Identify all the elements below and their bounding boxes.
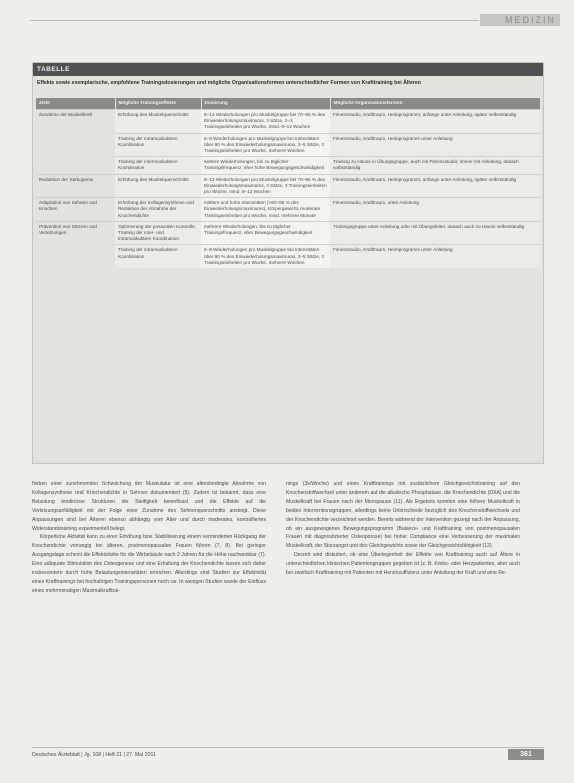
table-label: TABELLE: [33, 63, 543, 76]
paragraph: Körperliche Aktivität kann zu einer Erhöhung bzw. Stabilisierung einem verminderten Rückgang der Knochendichte vorrangig bei älteren, postmenopausalen Frauen führen (7, 8). Bei geringer Ausgangslage scheint die Effektstärke für die Wirbelsäule nach 2 Jahren für die Höhe nachweisbar (7). Eine adäquate Stimulation des Osteogenese und eine Erhaltung der Knochendichte lassen sich daher insbesondere durch hohe Belastungsintensitäten erreichen. Allerdings sind Studien zur Effektivität eines Krafttrainings bei hochaltrigen Trainingspersonen noch rar. In wenigen Studien wurde der Einfluss eines mehrmonatigen Maximalkrafttrai-: [32, 534, 266, 594]
text-column-right: [286, 480, 520, 578]
cell-ziel: Prävention von Stürzen und Verletzungen: [36, 221, 115, 245]
cell-ziel: [36, 245, 115, 268]
cell-effekt: Training der intramuskulären Koordination: [115, 133, 201, 157]
paragraph: Neben einer zunehmenden Schwächung der Muskulatur ist eine altersbedingte Abnahme von Kollagensynthese und Knochendichte in Sehnen dokumentiert (5). Zudem ist bekannt, dass eine Belastung tendinöser Strukturen die Steifigkeit beeinflusst und die Effekte auf die Verletzungsanfälligkeit mit der Folge einer Zunahme des Sehnenquerschnitts ansteigt. Diese Anpassungen sind bei Älteren ebenso abhängig vom Alter und durch moderates, kontrolliertes Widerstandstraining experimentell belegt.: [32, 481, 266, 532]
cell-dosierung: mehrere Wiederholungen, bis zu täglicher Trainingsfrequenz, eher Bewegungsgeschwindigkeit: [201, 221, 330, 245]
cell-effekt: Training der intermuskulären Koordination: [115, 157, 201, 174]
header-rule: [30, 20, 479, 21]
text-column-left: [32, 480, 266, 596]
running-header: [0, 14, 574, 26]
column-header: Dosierung: [201, 98, 330, 110]
cell-dosierung: 8–12 Wiederholungen pro Muskelgruppe bei 70–85 % des Einwiederholungsmaximums, 3 Sätze, 2–3 Trainingseinheiten pro Woche, mind. 8–12 Wochen: [201, 110, 330, 134]
footer-rule: [32, 747, 544, 748]
cell-effekt: Erhöhung des Muskelquerschnitts: [115, 174, 201, 198]
cell-ziel: Reduktion der Sarkopenie: [36, 174, 115, 198]
cell-dosierung: 6–8 Wiederholungen pro Muskelgruppe bei Intensitäten über 80 % des Einwiederholungsmaximums, 3–5 Sätze, 3 Trainingseinheiten pro Woche, mehrere Wochen: [201, 133, 330, 157]
cell-effekt: Training der intramuskulären Koordination: [115, 245, 201, 268]
cell-ziel: [36, 157, 115, 174]
cell-ziel: Zunahme der Muskelkraft: [36, 110, 115, 134]
cell-organisation: Fitnessstudio, Krafttraum, Heimprogramm unter Anleitung: [330, 133, 541, 157]
table-row: [36, 174, 541, 198]
table-header-row: [36, 98, 541, 110]
table-row: [36, 157, 541, 174]
cell-organisation: Fitnessstudio, Krafttraum, Heimprogramm unter Anleitung: [330, 245, 541, 268]
cell-effekt: Erhöhung des Muskelquerschnitts: [115, 110, 201, 134]
table-row: [36, 110, 541, 134]
cell-effekt: Erhöhung der Kollagensynthese und Reduktion der Abnahme der Knochendichte: [115, 198, 201, 222]
cell-organisation: Fitnessstudio, Krafttraum, Heimprogramm; anfangs unter Anleitung, später selbstständig: [330, 174, 541, 198]
journal-citation: Deutsches Ärzteblatt | Jg. 108 | Heft 21 | 27. Mai 2011: [32, 752, 156, 758]
cell-dosierung: weitere Wiederholungen, bis zu täglicher Trainingsfrequenz, eher hohe Bewegungsgeschwindigkeit: [201, 157, 330, 174]
cell-effekt: Optimierung der posturalen Kontrolle, Training der inter- und intramuskulären Koordination: [115, 221, 201, 245]
table-caption: Effekte sowie exemplarische, empfohlene Trainingsdosierungen und mögliche Organisationsformen unterschiedlicher Formen von Krafttraining bei Älteren: [37, 80, 421, 86]
paragraph: nings (3x/Woche) und eines Krafttrainings mit zusätzlichem Gleichgewichtstraining auf den Knochenstoffwechsel unter anderem auf die alkalische Phosphatase, die Knochendichte (DXA) und die Muskelkraft bei Frauen nach der Menopause (11). Als Ergebnis konnten eine höhere Muskelkraft in beiden Interventionsgruppen, allerdings keine Unterschiede bezüglich des Knochenstoffwechsels und der Knochendichte verzeichnet werden. Bereits während der Intervention gezeigt nach der Anpassung, ob ein ausgewogenes Bewegungsprogramm (Balance- und Krafttraining von postmenopausalen Frauen mit diagnostizierter Osteoporose) bei hoher Compliance eine Verbesserung der maximalen Muskelkraft, der Sturzangst und des Gleichgewichts sowie der Gleichgewichtsfähigkeit (12).: [286, 481, 520, 550]
table-row: [36, 133, 541, 157]
cell-dosierung: mittlere und hohe Intensitäten (>60–85 % des Einwiederholungsmaximums), Körpergewicht, moderate Trainingseinheiten pro Woche, mind. mehrere Monate: [201, 198, 330, 222]
table-row: [36, 221, 541, 245]
cell-organisation: Training zu Hause in Übungsgruppe, auch mit Fitnessstudio; immer mit Anleitung, danach selbstständig: [330, 157, 541, 174]
column-header: Mögliche Organisationsformen: [330, 98, 541, 110]
cell-ziel: [36, 133, 115, 157]
table-row: [36, 245, 541, 268]
page-number: 361: [508, 749, 544, 760]
cell-organisation: Fitnessstudio, Krafttraum, unter Anleitung: [330, 198, 541, 222]
section-title: MEDIZIN: [480, 14, 560, 26]
column-header: Ziele: [36, 98, 115, 110]
cell-organisation: Trainingsgruppe unter Anleitung oder mit Übungsleiter, danach auch zu Hause selbstständig: [330, 221, 541, 245]
table-row: [36, 198, 541, 222]
table-figure: [32, 62, 544, 464]
cell-organisation: Fitnessstudio, Krafttraum, Heimprogramm; anfangs unter Anleitung, später selbstständig: [330, 110, 541, 134]
cell-dosierung: 6–8 Wiederholungen pro Muskelgruppe bei Intensitäten über 80 % des Einwiederholungsmaximums, 3–5 Sätze, 3 Trainingseinheiten pro Woche, mehrere Wochen: [201, 245, 330, 268]
page-footer: [32, 750, 544, 760]
column-header: Mögliche Trainingseffekte: [115, 98, 201, 110]
training-table: [36, 98, 541, 268]
cell-ziel: Adaptation von Sehnen und Knochen: [36, 198, 115, 222]
cell-dosierung: 8–12 Wiederholungen pro Muskelgruppe bei 70–85 % des Einwiederholungsmaximums, 3 Sätze, 3 Trainingseinheiten pro Woche, mind. 8–12 Wochen: [201, 174, 330, 198]
paragraph: Derzeit wird diskutiert, ob eine Überlegenheit der Effekte von Krafttraining auch auf Ältere in unterschiedlichen klinischen Patientengruppen gegeben ist (z. B. Krebs- oder Herzpatienten, aber auch bei zweifach Krafttraining mit Patienten mit Herzinsuffizienz unter Anleitung der Kraft und eine Re-: [286, 552, 520, 577]
